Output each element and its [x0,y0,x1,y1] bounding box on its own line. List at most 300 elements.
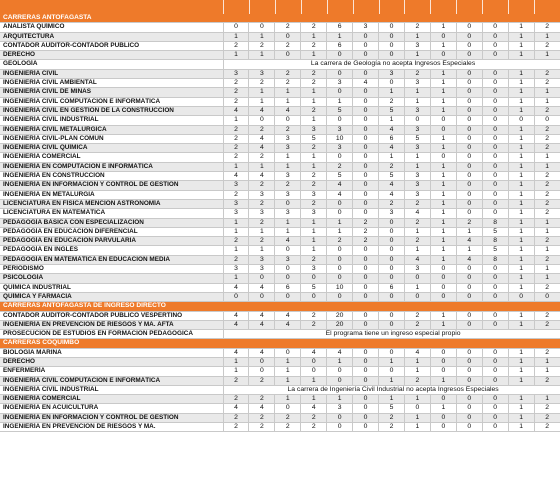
quota-cell: 1 [430,97,456,106]
quota-cell: 2 [404,311,430,320]
table-row [0,23,560,32]
quota-cell: 0 [482,320,508,329]
quota-cell: 2 [534,413,560,422]
quota-cell: 0 [353,311,379,320]
quota-cell: 4 [249,404,275,413]
quota-cell: 0 [353,190,379,199]
quota-cell: 0 [275,292,301,301]
table-row [0,153,560,162]
quota-cell: 1 [301,246,327,255]
quota-cell: 4 [353,79,379,88]
program-name: DERECHO [0,357,223,366]
quota-cell: 1 [249,32,275,41]
quota-cell: 2 [379,97,405,106]
quota-cell: 1 [301,32,327,41]
quota-cell: 0 [353,246,379,255]
program-name: INGENIERÍA COMERCIAL [0,153,223,162]
quota-cell: 0 [223,23,249,32]
section-title: CARRERAS COQUIMBO [0,339,560,348]
quota-cell: 1 [301,116,327,125]
quota-cell: 0 [430,116,456,125]
quota-cell: 0 [301,292,327,301]
quota-cell: 1 [508,23,534,32]
quota-cell: 1 [534,51,560,60]
quota-cell: 20 [327,311,353,320]
quota-cell: 1 [508,144,534,153]
quota-cell: 1 [430,320,456,329]
quota-cell: 1 [508,69,534,78]
quota-cell: 0 [353,255,379,264]
quota-cell: 0 [482,404,508,413]
quota-cell: 0 [456,79,482,88]
quota-cell: 1 [404,367,430,376]
quota-cell: 0 [275,246,301,255]
quota-cell: 0 [430,125,456,134]
quota-cell: 3 [249,190,275,199]
quota-cell: 0 [353,199,379,208]
quota-cell: 1 [223,367,249,376]
quota-cell: 3 [275,255,301,264]
header-separator [456,0,457,14]
quota-cell: 2 [301,144,327,153]
program-name: PERIODISMO [0,265,223,274]
quota-cell: 0 [456,125,482,134]
column-header-label [231,1,241,13]
quota-cell: 1 [430,246,456,255]
quota-cell: 1 [404,283,430,292]
quota-cell: 1 [534,274,560,283]
quota-cell: 2 [534,199,560,208]
table-row [0,32,560,41]
quota-cell: 3 [327,125,353,134]
quota-cell: 2 [223,134,249,143]
quota-cell: 3 [327,404,353,413]
quota-cell: 1 [223,162,249,171]
program-name: INGENIERÍA CIVIL COMPUTACIÓN E INFORMÁTICA [0,97,223,106]
program-name: INGENIERÍA EN PREVENCIÓN DE RIESGOS Y MA. AFTA [0,320,223,329]
quota-cell: 1 [404,51,430,60]
quota-cell: 0 [430,283,456,292]
quota-cell: 4 [327,190,353,199]
header-separator [508,0,509,14]
quota-cell: 2 [534,144,560,153]
quota-cell: 2 [301,172,327,181]
quota-cell: 0 [456,134,482,143]
quota-cell: 10 [327,134,353,143]
table-row [0,376,560,385]
table-row [0,255,560,264]
quota-cell: 2 [404,218,430,227]
program-name: CONTADOR AUDITOR-CONTADOR PÚBLICO VESPERTINO [0,311,223,320]
quota-cell: 0 [353,144,379,153]
quota-cell: 0 [456,395,482,404]
quota-cell: 0 [353,348,379,357]
table-row [0,51,560,60]
quota-cell: 3 [275,134,301,143]
quota-cell: 0 [327,88,353,97]
quota-cell: 1 [430,88,456,97]
quota-cell: 0 [379,227,405,236]
quota-cell: 0 [482,357,508,366]
quota-cell: 3 [301,209,327,218]
quota-cell: 1 [327,227,353,236]
quota-cell: 0 [482,69,508,78]
quota-cell: 0 [353,125,379,134]
header-separator [379,0,380,14]
quota-cell: 2 [223,79,249,88]
quota-cell: 1 [508,97,534,106]
quota-cell: 3 [249,265,275,274]
quota-cell: 4 [223,404,249,413]
quota-cell: 1 [404,423,430,432]
quota-cell: 1 [534,357,560,366]
quota-cell: 0 [482,274,508,283]
quota-cell: 0 [353,181,379,190]
quota-cell: 0 [456,265,482,274]
quota-cell: 0 [456,153,482,162]
table-row [0,330,560,339]
quota-cell: 2 [534,134,560,143]
header-separator [249,0,250,14]
quota-cell: 0 [430,153,456,162]
quota-cell: 2 [534,181,560,190]
quota-cell: 1 [223,357,249,366]
quota-cell: 8 [482,218,508,227]
quota-cell: 0 [430,413,456,422]
column-header-label [361,1,371,13]
quota-cell: 4 [249,172,275,181]
quota-cell: 6 [379,283,405,292]
section-header-row [0,339,560,348]
quota-cell: 4 [379,125,405,134]
quota-cell: 2 [249,423,275,432]
quota-cell: 0 [430,32,456,41]
quota-cell: 5 [301,283,327,292]
quota-cell: 0 [482,413,508,422]
quota-cell: 1 [534,153,560,162]
quota-cell: 0 [456,116,482,125]
quota-cell: 0 [430,274,456,283]
quota-cell: 0 [353,41,379,50]
quota-cell: 4 [275,320,301,329]
quota-cell: 0 [456,357,482,366]
quota-cell: 3 [301,190,327,199]
quota-cell: 0 [456,348,482,357]
program-name: INGENIERÍA EN METALURGIA [0,190,223,199]
quota-cell: 4 [223,311,249,320]
quota-cell: 4 [379,144,405,153]
quota-cell: 1 [275,153,301,162]
quota-cell: 4 [249,134,275,143]
table-row [0,367,560,376]
quota-cell: 3 [275,190,301,199]
table-row [0,209,560,218]
quota-cell: 1 [508,51,534,60]
quota-cell: 2 [534,404,560,413]
quota-cell: 0 [404,292,430,301]
quota-cell: 0 [456,274,482,283]
table-row [0,162,560,171]
quota-cell: 4 [223,348,249,357]
column-header-label [335,1,345,13]
program-name: INGENIERÍA CIVIL METALÚRGICA [0,125,223,134]
quota-cell: 1 [379,153,405,162]
quota-cell: 1 [301,162,327,171]
quota-cell: 1 [223,32,249,41]
table-row [0,218,560,227]
quota-cell: 0 [379,265,405,274]
quota-cell: 0 [482,199,508,208]
column-header-label [516,1,526,13]
header-separator [430,0,431,14]
quota-cell: 3 [275,144,301,153]
quota-cell: 1 [301,88,327,97]
quota-cell: 0 [327,246,353,255]
quota-cell: 8 [482,237,508,246]
program-name: INGENIERÍA CIVIL EN GESTIÓN DE LA CONSTRUCCIÓN [0,106,223,115]
table-row [0,274,560,283]
quota-cell: 2 [534,41,560,50]
quota-cell: 0 [482,88,508,97]
quota-cell: 1 [249,227,275,236]
quota-cell: 0 [456,367,482,376]
quota-cell: 0 [249,23,275,32]
table-row [0,116,560,125]
quota-cell: 0 [482,79,508,88]
program-name: INGENIERÍA CIVIL INDUSTRIAL [0,116,223,125]
quota-cell: 1 [275,395,301,404]
quota-cell: 3 [275,172,301,181]
quota-cell: 2 [249,413,275,422]
quota-cell: 0 [353,162,379,171]
quota-cell: 0 [430,423,456,432]
header-separator [223,0,224,14]
table-row [0,292,560,301]
quota-cell: 1 [404,413,430,422]
quota-cell: 5 [327,106,353,115]
quota-cell: 2 [327,237,353,246]
quota-cell: 5 [482,246,508,255]
program-name: ARQUITECTURA [0,32,223,41]
quota-cell: 8 [482,255,508,264]
quota-cell: 3 [223,69,249,78]
quota-cell: 0 [482,292,508,301]
quota-cell: 3 [404,172,430,181]
quota-cell: 0 [379,320,405,329]
quota-cell: 2 [379,413,405,422]
quota-cell: 1 [301,153,327,162]
quota-cell: 0 [353,51,379,60]
quota-cell: 0 [379,311,405,320]
quota-cell: 0 [456,162,482,171]
program-name: PROSECUCIÓN DE ESTUDIOS EN FORMACIÓN PEDAGÓGICA [0,330,223,339]
column-header-label [490,1,500,13]
program-name: ANALISTA QUÍMICO [0,23,223,32]
quota-cell: 2 [275,23,301,32]
quota-cell: 4 [223,172,249,181]
quota-cell: 2 [249,153,275,162]
quota-cell: 3 [404,41,430,50]
quota-cell: 0 [249,274,275,283]
quota-cell: 0 [353,106,379,115]
quota-cell: 2 [223,153,249,162]
quota-cell: 1 [508,209,534,218]
quota-cell: 0 [301,367,327,376]
quota-cell: 0 [404,404,430,413]
quota-cell: 2 [534,423,560,432]
quota-cell: 1 [327,218,353,227]
quota-cell: 1 [301,218,327,227]
quota-cell: 2 [404,320,430,329]
quota-cell: 0 [456,23,482,32]
quota-cell: 3 [404,190,430,199]
quota-cell: 1 [430,404,456,413]
quota-cell: 1 [508,413,534,422]
table-row [0,181,560,190]
program-name: INGENIERÍA CIVIL AMBIENTAL [0,79,223,88]
program-name: INGENIERÍA EN CONSTRUCCIÓN [0,172,223,181]
quota-cell: 1 [327,97,353,106]
table-row [0,283,560,292]
quota-cell: 1 [508,274,534,283]
quota-cell: 0 [327,51,353,60]
quota-cell: 1 [508,246,534,255]
quota-cell: 1 [508,181,534,190]
quota-cell: 2 [301,311,327,320]
quota-cell: 0 [482,311,508,320]
quota-cell: 1 [430,255,456,264]
quota-cell: 0 [379,237,405,246]
quota-cell: 4 [249,106,275,115]
quota-cell: 0 [482,125,508,134]
quota-cell: 1 [508,311,534,320]
quota-cell: 1 [430,199,456,208]
quota-cell: 0 [353,404,379,413]
quota-cell: 2 [301,106,327,115]
quota-cell: 1 [430,23,456,32]
quota-cell: 5 [379,404,405,413]
quota-cell: 1 [508,32,534,41]
table-row [0,357,560,366]
quota-cell: 0 [379,292,405,301]
quota-cell: 0 [430,265,456,274]
column-header-label [464,1,474,13]
quota-cell: 1 [508,106,534,115]
quota-cell: 1 [534,367,560,376]
column-header-label [542,1,552,13]
quota-cell: 0 [353,134,379,143]
quota-cell: 2 [249,395,275,404]
quota-cell: 0 [327,116,353,125]
quota-cell: 0 [430,292,456,301]
quota-cell: 1 [404,246,430,255]
table-row [0,97,560,106]
quota-cell: 2 [301,69,327,78]
quota-cell: 2 [275,413,301,422]
quota-cell: 1 [404,162,430,171]
quota-cell: 0 [456,209,482,218]
quota-cell: 0 [482,376,508,385]
program-name: CONTADOR AUDITOR-CONTADOR PÚBLICO [0,41,223,50]
quota-cell: 2 [249,199,275,208]
quota-cell: 0 [327,423,353,432]
quota-cell: 0 [482,106,508,115]
quota-cell: 1 [404,88,430,97]
quota-cell: 0 [456,423,482,432]
quota-cell: 0 [482,153,508,162]
table-row [0,106,560,115]
quota-cell: 2 [301,79,327,88]
table-row [0,385,560,394]
quota-cell: 2 [301,413,327,422]
quota-cell: 0 [353,69,379,78]
quota-cell: 1 [327,357,353,366]
quota-cell: 2 [249,376,275,385]
quota-cell: 2 [275,181,301,190]
quota-cell: 2 [301,199,327,208]
quota-cell: 0 [327,413,353,422]
quota-cell: 0 [456,311,482,320]
column-header-label [438,1,448,13]
quota-cell: 0 [353,395,379,404]
column-header-band [0,0,560,14]
quota-cell: 1 [275,227,301,236]
quota-cell: 1 [430,69,456,78]
table-row [0,265,560,274]
quota-cell: 1 [223,227,249,236]
quota-cell: 4 [404,348,430,357]
quota-cell: 0 [327,153,353,162]
quota-cell: 1 [508,218,534,227]
quota-cell: 0 [456,32,482,41]
quota-cell: 1 [275,367,301,376]
quota-cell: 0 [534,116,560,125]
table-row [0,395,560,404]
program-name: INGENIERÍA CIVIL-PLAN COMÚN [0,134,223,143]
quota-cell: 2 [223,237,249,246]
quota-cell: 0 [456,404,482,413]
quota-cell: 0 [379,32,405,41]
table-row [0,348,560,357]
quota-cell: 1 [508,348,534,357]
program-note: La carrera de Geología no acepta Ingresos Especiales [223,60,560,69]
quota-cell: 0 [456,97,482,106]
program-name: DERECHO [0,51,223,60]
quota-cell: 6 [327,41,353,50]
quota-cell: 2 [534,348,560,357]
quota-cell: 0 [379,79,405,88]
quota-cell: 6 [327,23,353,32]
quota-cell: 0 [353,423,379,432]
quota-cell: 2 [223,413,249,422]
quota-cell: 1 [430,79,456,88]
quota-cell: 2 [249,237,275,246]
quota-cell: 1 [301,237,327,246]
quota-cell: 1 [430,237,456,246]
quota-cell: 1 [508,237,534,246]
quota-cell: 2 [301,23,327,32]
quota-cell: 1 [404,153,430,162]
table-row [0,320,560,329]
quota-cell: 0 [327,199,353,208]
quota-cell: 0 [456,144,482,153]
quota-cell: 0 [456,199,482,208]
table-row [0,423,560,432]
quota-cell: 1 [534,97,560,106]
quota-cell: 0 [508,292,534,301]
quota-cell: 3 [404,265,430,274]
quota-cell: 0 [353,320,379,329]
